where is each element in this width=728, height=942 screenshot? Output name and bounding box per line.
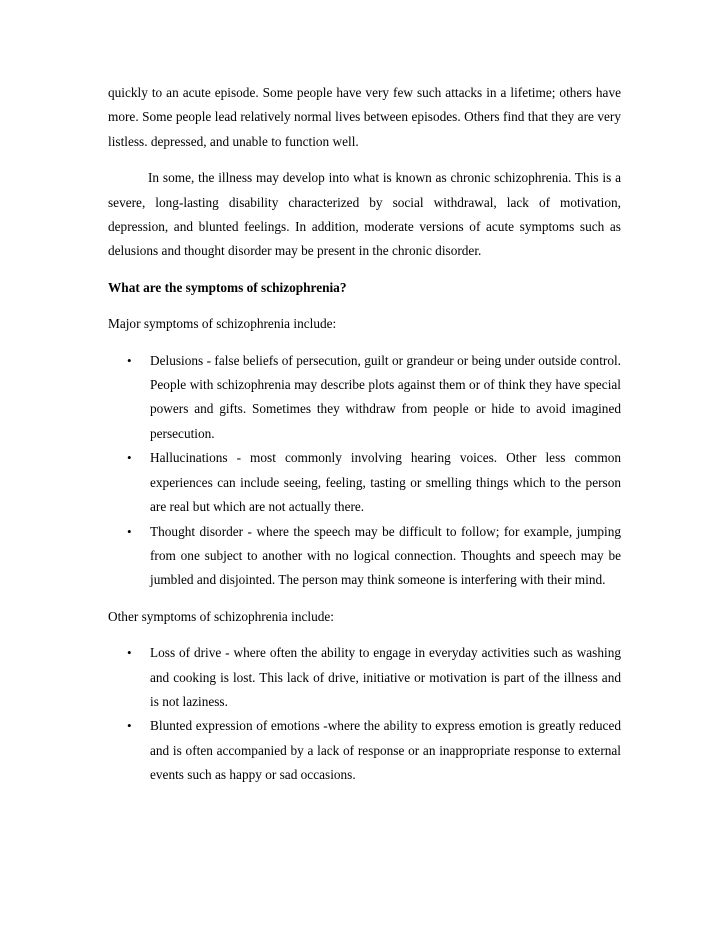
list-item bbox=[108, 641, 621, 714]
list-item-text: Loss of drive - where often the ability to engage in everyday activities such as washing and cooking is lost. This lack of drive, initiative or motivation is part of the illness and is not laziness. bbox=[150, 645, 621, 709]
section-heading-symptoms: What are the symptoms of schizophrenia? bbox=[108, 279, 347, 295]
list-item bbox=[108, 520, 621, 593]
bullet-icon: • bbox=[127, 523, 132, 539]
major-symptoms-list bbox=[108, 349, 621, 593]
major-symptoms-intro: Major symptoms of schizophrenia include: bbox=[108, 316, 337, 332]
list-item bbox=[108, 714, 621, 787]
paragraph-chronic-schizophrenia: In some, the illness may develop into what is known as chronic schizophrenia. This is a severe, long-lasting disability characterized by social withdrawal, lack of motivation, depression, and blunted feelings. In addition, moderate versions of acute symptoms such as delusions and thought disorder may be present in the chronic disorder. bbox=[108, 170, 621, 259]
list-item-text: Hallucinations - most commonly involving hearing voices. Other less common experiences can include seeing, feeling, tasting or smelling things which to the person are real but which are not actually there. bbox=[150, 450, 621, 515]
bullet-icon: • bbox=[127, 718, 132, 734]
list-item-text: Delusions - false beliefs of persecution, guilt or grandeur or being under outside control. People with schizophrenia may describe plots against them or of think they have special powers and gifts. Sometimes they withdraw from people or hide to avoid imagined persecution. bbox=[150, 352, 621, 441]
other-symptoms-intro: Other symptoms of schizophrenia include: bbox=[108, 608, 334, 624]
bullet-icon: • bbox=[127, 352, 132, 368]
list-item-text: Thought disorder - where the speech may be difficult to follow; for example, jumping from one subject to another with no logical connection. Thoughts and speech may be jumbled and disjointed. The person may think someone is interfering with their mind. bbox=[150, 523, 621, 588]
list-item bbox=[108, 349, 621, 447]
other-symptoms-list bbox=[108, 641, 621, 787]
list-item bbox=[108, 446, 621, 519]
bullet-icon: • bbox=[127, 645, 132, 661]
document-page bbox=[108, 81, 621, 788]
bullet-icon: • bbox=[127, 450, 132, 466]
list-item-text: Blunted expression of emotions -where the ability to express emotion is greatly reduced and is often accompanied by a lack of response or an inappropriate response to external events such as happy or sad occasions. bbox=[150, 718, 621, 783]
paragraph-continuation: quickly to an acute episode. Some people have very few such attacks in a lifetime; others have more. Some people lead relatively normal lives between episodes. Others find that they are very listless. depressed, and unable to function well. bbox=[108, 85, 621, 149]
